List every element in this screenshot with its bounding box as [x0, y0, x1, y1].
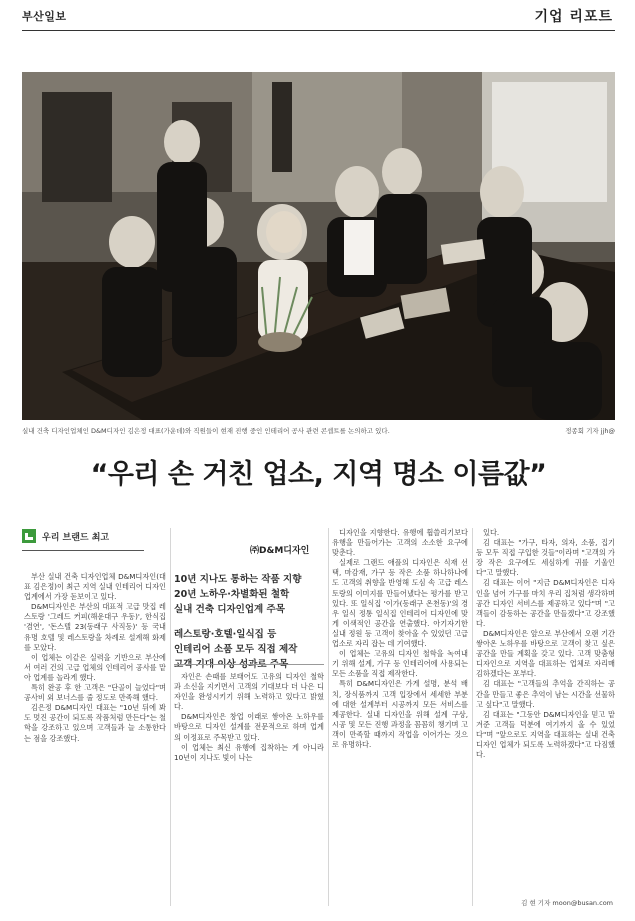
subhead-line: 고객 기대 이상 성과로 주목: [174, 659, 289, 670]
paragraph: 있다.: [483, 528, 500, 537]
paragraph: 특히 완공 후 한 고객은 "단골이 늘었다"며 공사비 외 보너스를 줄 정도로 만족해 했다.: [24, 683, 166, 703]
newspaper-name: 부산일보: [22, 10, 67, 23]
subhead-line: 20년 노하우·차별화된 철학: [174, 589, 290, 600]
subhead-rule: [174, 664, 324, 665]
subheadings: [174, 572, 324, 672]
paragraph: 이 업체는 최신 유행에 집착하는 게 아니라 10년이 지나도 빛이 나는: [174, 742, 324, 762]
company-name: ㈜D&M디자인: [250, 546, 310, 556]
paragraph: 김 대표는 "가구, 타자, 의자, 소품, 집기 등 모두 직접 구입한 것들"이라며 "고객의 가장 작은 요구에도 세심하게 귀를 기울인다"고 말했다.: [476, 538, 615, 578]
article-photo: [22, 72, 615, 420]
masthead-rule: [22, 30, 615, 31]
paragraph: D&M디자인은 부산의 대표적 고급 맛집 레스토랑 '그레드 커피(해운대구 우동)', 한식집 '겸연', '돈스텔 23(동래구 사직동)' 등 국내 유명 호텔 및 레스토랑을 차례로 설계해 화제를 모았다.: [24, 602, 166, 652]
brand-rule: [22, 550, 144, 551]
paragraph: D&M디자인은 창업 이래로 쌓아온 노하우를 바탕으로 디자인 설계를 전문적으로 하며 업계의 이정표로 주목받고 있다.: [174, 712, 324, 742]
headline: “우리 손 거친 업소, 지역 명소 이름값”: [90, 459, 547, 490]
paragraph: 실제로 그랜드 애플의 디자인은 식재 선택, 마감재, 가구 등 작은 소품 하나하나에도 고객의 취향을 반영해 도심 속 고급 레스토랑의 이미지를 만들어냈다는 평가를 받고 있다. 또 일식집 '이가(동래구 온천동)'의 경우 일식 정통 일식집 인테리어 디자인에 맞게 이색적인 공간을 연출했다. 아기자기한 실내 정원 등 고객이 찾아올 수 있었던 고급업소로 자리 잡는 데 기여했다.: [332, 558, 468, 649]
subhead-line: 레스토랑·호텔·일식집 등: [174, 629, 277, 640]
subhead-line: 10년 지나도 통하는 작품 지향: [174, 574, 302, 585]
paragraph: D&M디자인은 앞으로 부산에서 오랜 기간 쌓아온 노하우를 바탕으로 고객이 찾고 싶은 공간을 만들 계획을 갖고 있다. 고객 맞춤형 디자인으로 지역을 대표하는 업체로 자리매김하겠다는 포부다.: [476, 628, 615, 679]
column-divider: [472, 528, 473, 906]
subhead-gap: [174, 617, 324, 627]
paragraph: 부산 실내 건축 디자인업체 D&M디자인(대표 김은정)이 최근 지역 실내 인테리어 디자인 업계에서 가장 돋보이고 있다.: [24, 572, 166, 602]
photo-caption: [22, 426, 615, 438]
paragraph: 이 업체는 고유의 디자인 철학을 녹여내기 위해 설계, 가구 등 인테리어에 사용되는 모든 소품을 직접 제작한다.: [332, 649, 468, 679]
article-column-2: [174, 672, 324, 763]
article-column-1: [24, 572, 166, 744]
subhead-line: 실내 건축 디자인업계 주목: [174, 604, 285, 615]
paragraph: 김은정 D&M디자인 대표는 "10년 뒤에 봐도 멋진 공간이 되도록 작품처럼 만든다"는 철학을 강조하고 있으며 고객들과 늘 소통한다는 점을 강조했다.: [24, 703, 166, 743]
brand-label: 우리 브랜드 최고: [42, 533, 110, 543]
green-brand-logo-icon: [22, 529, 36, 543]
masthead: [22, 6, 615, 28]
paragraph: 특히 D&M디자인은 가게 설명, 분석 배치, 장식품까지 고객 입장에서 세세한 부분에 대한 설계부터 시공까지 모든 서비스를 제공한다. 실내 디자인을 위해 설계 구상, 시공 및 모든 진행 과정을 꼼꼼히 챙기며 고객이 만족할 때까지 작업을 이어가는 것으로 유명하다.: [332, 679, 468, 749]
article-column-4: [476, 528, 615, 760]
paragraph: 김 대표는 "그동안 D&M디자인을 믿고 맡겨준 고객들 덕분에 여기까지 올 수 있었다"며 "앞으로도 지역을 대표하는 실내 건축 디자인 업체가 되도록 노력하겠다"고 다짐했다.: [476, 709, 615, 760]
subhead-line: 인테리어 소품 모두 직접 제작: [174, 644, 298, 655]
paragraph: 디자인을 지향한다. 유행에 휩쓸리기보다 유행을 만들어가는 고객의 소소한 요구에 맞춘다.: [332, 528, 468, 558]
article-column-3: [332, 528, 468, 750]
brand-box: [22, 528, 144, 546]
photo-credit: 정종회 기자 jjh@: [565, 427, 615, 435]
paragraph: 이 업체는 이같은 실력을 기반으로 부산에서 여러 건의 고급 업체의 인테리어 공사를 맡아 업계를 놀라게 했다.: [24, 652, 166, 682]
reporter-signoff: 김 현 기자 moon@busan.com: [521, 899, 613, 907]
meeting-photo-illustration: [22, 72, 615, 420]
paragraph: 김 대표는 이어 "지금 D&M디자인은 디자인을 넘어 가구를 마치 우리 집처럼 생각하며 공간 디자인 서비스를 제공하고 있다"며 "고객들이 감동하는 공간을 만들겠다"고 강조했다.: [476, 578, 615, 628]
column-divider: [328, 528, 329, 906]
section-title: 기업 리포트: [534, 9, 613, 25]
paragraph: 자인은 손때를 보태어도 고유의 디자인 철학과 소신을 지키면서 고객의 기대보다 더 나은 디자인을 완성시키기 위해 노력하고 있다고 밝혔다.: [174, 672, 324, 712]
caption-text: 실내 건축 디자인업체인 D&M디자인 김은정 대표(가운데)와 직원들이 현재 진행 중인 인테리어 공사 관련 콘셉트를 논의하고 있다.: [22, 427, 390, 435]
column-divider: [170, 528, 171, 906]
paragraph: 김 대표는 "고객들의 추억을 간직하는 공간을 만들고 좋은 추억이 남는 시간을 선물하고 싶다"고 말했다.: [476, 679, 615, 709]
